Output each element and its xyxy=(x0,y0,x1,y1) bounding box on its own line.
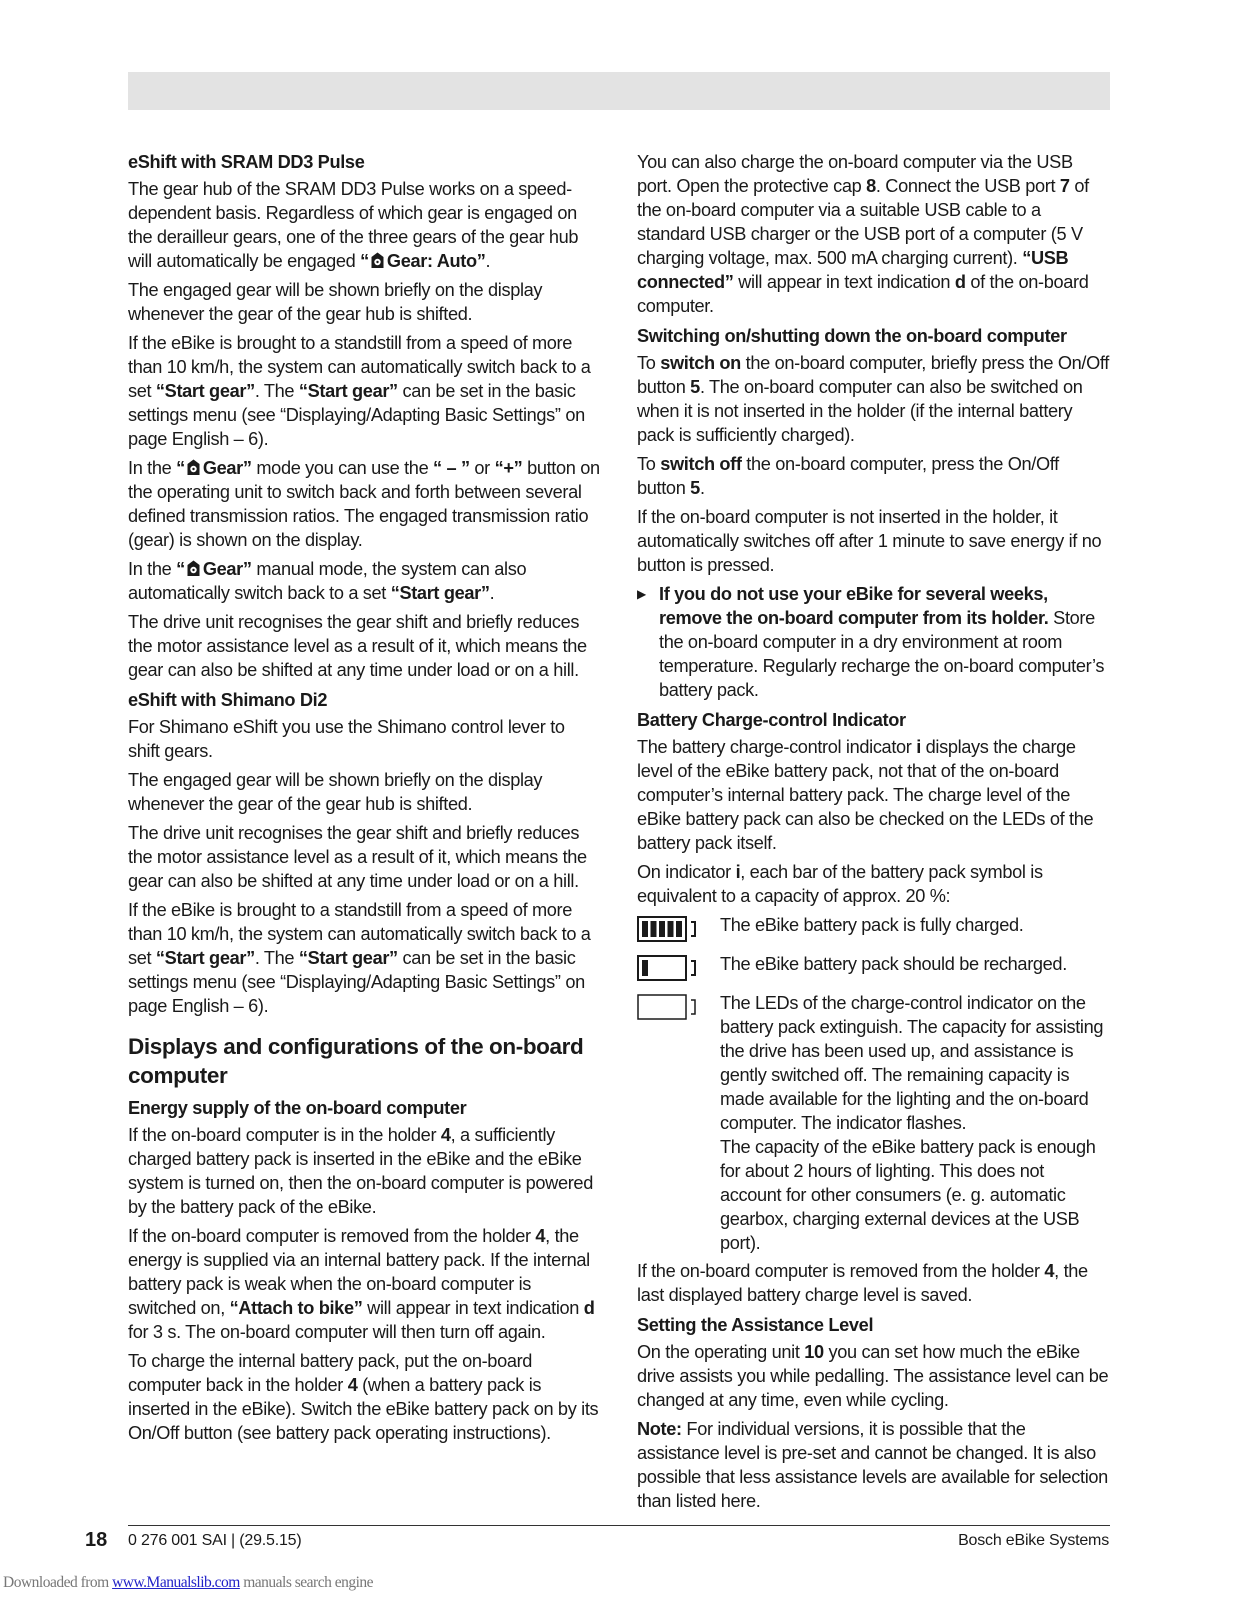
battery-low-icon xyxy=(637,955,699,981)
battery-empty-text-2: The capacity of the eBike battery pack is enough for about 2 hours of lighting. This does not account for other consumers (e. g. automatic gearbox, charging external devices at the USB port). xyxy=(720,1137,1096,1253)
paragraph: The gear hub of the SRAM DD3 Pulse works on a speed-dependent basis. Regardless of which gear is engaged on the derailleur gears, one of the three gears of the gear hub will automatically be engaged “ Gear: Auto”. xyxy=(128,179,579,271)
document-reference: 0 276 001 SAI | (29.5.15) xyxy=(128,1532,302,1549)
paragraph: If the eBike is brought to a standstill from a speed of more than 10 km/h, the system can automatically switch back to a set “Start gear”. The “Start gear” can be set in the basic settings menu (see “Displaying/Adapting Basic Settings” on page English – 6). xyxy=(128,900,591,1016)
paragraph: The engaged gear will be shown briefly on the display whenever the gear of the gear hub is shifted. xyxy=(128,770,543,814)
paragraph: If the on-board computer is removed from the holder 4, the energy is supplied via an internal battery pack. If the internal battery pack is weak when the on-board computer is switched on, “Attach to bike” will appear in text indication d for 3 s. The on-board computer will then turn off again. xyxy=(128,1226,595,1342)
brand-name: Bosch eBike Systems xyxy=(958,1532,1109,1549)
header-bar xyxy=(128,72,1110,110)
battery-full-row xyxy=(637,913,1109,948)
paragraph: If the on-board computer is removed from the holder 4, the last displayed battery charge level is saved. xyxy=(637,1261,1088,1305)
paragraph: If the on-board computer is in the holder 4, a sufficiently charged battery pack is inserted in the eBike and the eBike system is turned on, then the on-board computer is powered by the battery pack of the eBike. xyxy=(128,1125,593,1217)
battery-empty-text: The LEDs of the charge-control indicator on the battery pack extinguish. The capacity for assisting the drive has been used up, and assistance is gently switched off. The remaining capacity is made available for the lighting and the on-board computer. The indicator flashes. xyxy=(720,993,1104,1133)
gear-hub-icon xyxy=(369,251,386,270)
heading-battery-indicator: Battery Charge-control Indicator xyxy=(637,710,906,730)
right-column xyxy=(637,150,1109,1518)
battery-empty-row xyxy=(637,991,1109,1255)
heading-eshift-shimano: eShift with Shimano Di2 xyxy=(128,690,328,710)
footer-rule xyxy=(128,1525,1110,1526)
paragraph: You can also charge the on-board computer via the USB port. Open the protective cap 8. Connect the USB port 7 of the on-board computer via a suitable USB cable to a standard USB charger or the USB port of a computer (5 V charging voltage, max. 500 mA charging current). “USB connected” will appear in text indication d of the on-board computer. xyxy=(637,152,1089,316)
manualslib-link[interactable]: www.Manualslib.com xyxy=(112,1574,240,1591)
heading-eshift-sram: eShift with SRAM DD3 Pulse xyxy=(128,152,365,172)
paragraph: On indicator i, each bar of the battery pack symbol is equivalent to a capacity of approx. 20 %: xyxy=(637,862,1043,906)
battery-low-text: The eBike battery pack should be recharged. xyxy=(720,954,1067,974)
paragraph: On the operating unit 10 you can set how much the eBike drive assists you while pedalling. The assistance level can be changed at any time, even while cycling. xyxy=(637,1342,1109,1410)
paragraph: The battery charge-control indicator i displays the charge level of the eBike battery pack, not that of the on-board computer’s internal battery pack. The charge level of the eBike battery pack can also be checked on the LEDs of the battery pack itself. xyxy=(637,737,1094,853)
paragraph: The engaged gear will be shown briefly on the display whenever the gear of the gear hub is shifted. xyxy=(128,280,543,324)
warning-note: ▶ If you do not use your eBike for several weeks, remove the on-board computer from its holder. Store the on-board computer in a dry environment at room temperature. Regularly recharge the on-board computer’s battery pack. xyxy=(637,584,1105,700)
paragraph: To switch on the on-board computer, briefly press the On/Off button 5. The on-board computer can also be switched on when it is not inserted in the holder (if the internal battery pack is sufficiently charged). xyxy=(637,353,1109,445)
heading-switching: Switching on/shutting down the on-board computer xyxy=(637,326,1067,346)
heading-energy-supply: Energy supply of the on-board computer xyxy=(128,1098,467,1118)
gear-hub-icon xyxy=(185,559,202,578)
paragraph: To switch off the on-board computer, press the On/Off button 5. xyxy=(637,454,1059,498)
arrow-right-icon: ▶ xyxy=(637,587,646,601)
battery-full-text: The eBike battery pack is fully charged. xyxy=(720,915,1024,935)
paragraph: The drive unit recognises the gear shift and briefly reduces the motor assistance level as a result of it, which means the gear can also be shifted at any time under load or on a hill. xyxy=(128,823,587,891)
battery-empty-icon xyxy=(637,994,699,1020)
left-column xyxy=(128,150,600,1450)
paragraph: Note: For individual versions, it is possible that the assistance level is pre-set and cannot be changed. It is also possible that less assistance levels are available for selection than listed here. xyxy=(637,1419,1108,1511)
gear-auto-label: “ Gear: Auto” xyxy=(360,251,486,271)
paragraph: If the eBike is brought to a standstill from a speed of more than 10 km/h, the system can automatically switch back to a set “Start gear”. The “Start gear” can be set in the basic settings menu (see “Displaying/Adapting Basic Settings” on page English – 6). xyxy=(128,333,591,449)
paragraph: In the “ Gear” mode you can use the “ – ” or “+” button on the operating unit to switch back and forth between several defined transmission ratios. The engaged transmission ratio (gear) is shown on the display. xyxy=(128,458,600,550)
paragraph: In the “ Gear” manual mode, the system can also automatically switch back to a set “Start gear”. xyxy=(128,559,527,603)
page-number: 18 xyxy=(85,1529,108,1551)
section-heading-displays: Displays and configurations of the on-board computer xyxy=(128,1034,584,1088)
heading-assistance-level: Setting the Assistance Level xyxy=(637,1315,874,1335)
paragraph: To charge the internal battery pack, put the on-board computer back in the holder 4 (when a battery pack is inserted in the eBike). Switch the eBike battery pack on by its On/Off button (see battery pack operating instructions). xyxy=(128,1351,599,1443)
battery-full-icon xyxy=(637,916,699,942)
paragraph: If the on-board computer is not inserted in the holder, it automatically switches off after 1 minute to save energy if no button is pressed. xyxy=(637,507,1102,575)
download-notice: Downloaded from www.Manualslib.com manuals search engine xyxy=(3,1574,374,1591)
gear-hub-icon xyxy=(185,458,202,477)
paragraph: The drive unit recognises the gear shift and briefly reduces the motor assistance level as a result of it, which means the gear can also be shifted at any time under load or on a hill. xyxy=(128,612,587,680)
battery-low-row xyxy=(637,952,1109,987)
paragraph: For Shimano eShift you use the Shimano control lever to shift gears. xyxy=(128,717,565,761)
